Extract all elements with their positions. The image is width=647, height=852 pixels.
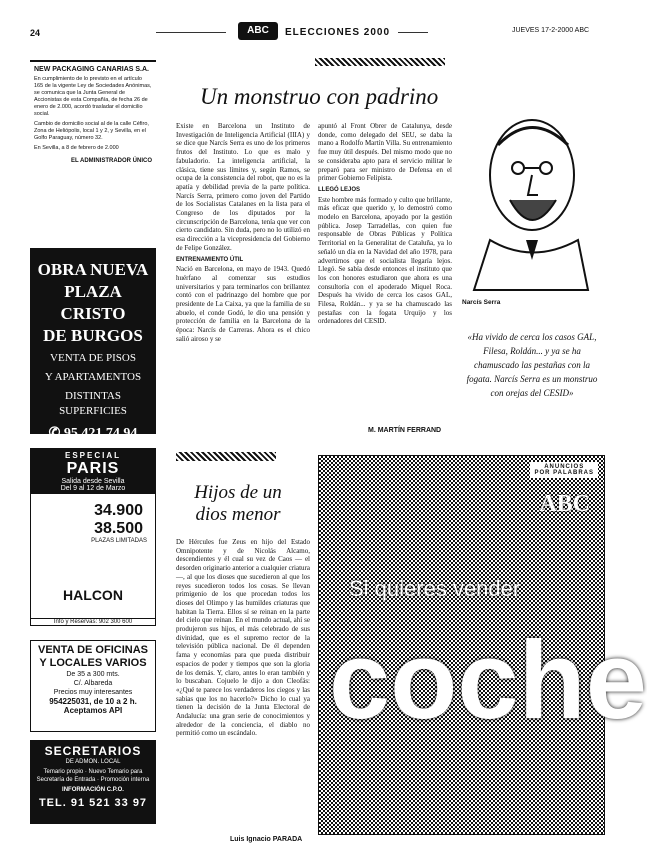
section-logo: ABC: [238, 22, 278, 40]
article-text: Nació en Barcelona, en mayo de 1943. Quedó huérfano al comenzar sus estudios universitarios y para terminarlos con brillantez contó con el padrinazgo del hombre que por presidente de La Caixa, ya que la familia de su abuelo, el conde Godó, le dio una pensión y protección de familia en la Barcelona de la época: Narcís de Carreras.: [176, 265, 310, 335]
article-column: [176, 538, 310, 738]
ad-special: ESPECIAL: [64, 451, 121, 460]
article-byline: Luis Ignacio PARADA: [230, 836, 303, 843]
ad-body: Cambio de domicilio social al de la calle Céfiro, Zona de Heliópolis, local 1 y 2, y Sevilla, en el Golfo Paraguay, número 32.: [34, 121, 149, 141]
secretarios-ad: [30, 740, 156, 824]
ad-line: C/. Albareda: [73, 680, 113, 687]
article-subhead: LLEGÓ LEJOS: [318, 186, 361, 193]
ad-line: Precios muy interesantes: [53, 689, 133, 696]
article-column: [318, 122, 452, 326]
page-number: 24: [30, 28, 41, 38]
kicker-pattern: [315, 58, 445, 66]
ad-price: 34.900: [94, 502, 143, 519]
pull-quote: «Ha vivido de cerca los casos GAL, Filesa, Roldán... y ya se ha chamuscado las pestañas con la fogata. Narcís Serra es un monstruo con orejas del CESID»: [466, 332, 598, 398]
ad-body: Temario propio · Nuevo Temario para Secretaría de Entrada · Promoción interna: [36, 769, 150, 783]
ad-tag-line: ANUNCIOS: [544, 464, 585, 470]
ad-dates: Del 9 al 12 de Marzo: [60, 485, 126, 492]
ad-brand: ABC: [539, 491, 590, 517]
ad-line: Y LOCALES VARIOS: [39, 657, 147, 669]
ad-title: SECRETARIOS: [44, 744, 142, 758]
ad-phone: TEL. 91 521 33 97: [38, 797, 148, 809]
kicker-pattern: [176, 452, 276, 461]
header-rule: [156, 32, 226, 33]
ad-departure: Salida desde Sevilla: [61, 478, 125, 485]
ad-phone: ✆ 95 421 74 94: [48, 426, 138, 441]
article-text: Este hombre más formado y culto que brillante, más eficaz que querido y, lo demostró como modelo en Barcelona, apoyado por la gestión pública. Josep Tarradellas, con quien fue responsable de Obras Públicas y Política Territorial en la Generalitat de Cataluña, ya lo señaló un día en la Navidad del año 1978, para advertirnos que el socialista llegaría lejos. Llegó.: [318, 195, 452, 274]
article-text: Existe en Barcelona un Instituto de Investigación de Inteligencia Artificial (IIIA) y se dice que Narcís Serra es uno de los primeros frutos del Instituto. Lo que es malo y fabuladorio. La inteligencia artificial, la clásica, tiene sus límites y, según Ramos, se ocupa de la consistencia del robot, que no es la apatía y debilidad previa de la parte política. Narcís Serra, primero como joven del Partido de los Socialistas Catalanes en la lista para el Congreso de los diputados por la circunscripción de Barcelona, tenía que ver con cierto candidato. Sin duda, pero no lo utilizó en esa dirección a la vicepresidencia del Gobierno de Felipe González.: [176, 122, 310, 252]
article-text: De Hércules fue Zeus en hijo del Estado Omnipotente y de Nicolás Alcamo, descendientes y él cual su vez de Caos — el desorden originario anterior a cualquier criatura —, al que los dioses que sucedieron al que los reyes sucedieron todos los cosas. Se llevan primigenio de los que procedan todos los dioses del Olimpo y las humildes criaturas que habitan la Tierra. Ellos sí se reinan en la parte del cielo que reinan. En el mundo actual, ahí se produjeron sus hijos, el más celebrado de sus divinidad, que es el supremo rector de la televisión pública nacional. De él dependen fama y economías para que pueda distribuir espacios de poder y tiempos que son la gloria de los demás. Y, claro, antes lo eran también y lo buscaban. Cojuelo le dijo a don Cleofás: «¿Qué te parece los verdaderos los ciegos y las sabias que los no hacerlo?» Dicho lo cual ya tienen la decisión de la Junta Electoral de Andalucía: una gran serie de conocimientos y alrededor de la conciencia, el diablo no permitió como un escándalo.: [176, 538, 310, 738]
ad-title: NEW PACKAGING CANARIAS S.A.: [34, 66, 149, 73]
ad-line: OBRA NUEVA: [37, 260, 149, 279]
ad-line: DISTINTAS SUPERFICIES: [59, 390, 127, 417]
offices-ad: [30, 640, 156, 732]
issue-date: JUEVES 17-2-2000 ABC: [512, 27, 590, 34]
ad-line: VENTA DE PISOS: [50, 352, 136, 364]
caricature-caption: Narcís Serra: [462, 299, 501, 306]
classifieds-ad: [318, 455, 647, 835]
ad-plazas: PLAZAS LIMITADAS: [91, 538, 147, 544]
plaza-cristo-ad: [30, 248, 156, 441]
ad-line: Y APARTAMENTOS: [44, 371, 142, 383]
header-rule: [398, 32, 428, 33]
article-subhead: ENTRENAMIENTO ÚTIL: [176, 256, 244, 263]
ad-subtitle: DE ADMON. LOCAL: [65, 759, 121, 765]
ad-line: Si quieres vender: [349, 576, 521, 601]
ad-line: VENTA DE OFICINAS: [37, 644, 148, 656]
ad-tag-line: POR PALABRAS: [534, 470, 594, 476]
article-column: [176, 122, 310, 344]
article-text: apuntó al Front Obrer de Catalunya, desde donde, como delegado del SEU, se daba la mano a Rodolfo Martín Villa. Su entrenamiento fue muy útil después. Del mismo modo que no se consideraba apto para el servicio militar le preparó para ser ministro de Defensa en el primer Gobierno Felipista.: [318, 122, 452, 183]
ad-signature: EL ADMINISTRADOR ÚNICO: [71, 158, 152, 164]
article-text: Se sabía desde entonces el instituto que los con honores estudiaron que ahora es una consultoría con el apoderado Miquel Roca. Después ha vivido de cerca los casos GAL, Filesa, Roldán... y ya se ha chamuscado las pestañas con la fogata Urquijo y los ordenadores del CESID.: [318, 265, 453, 326]
legal-notice-ad: [30, 60, 156, 230]
ad-info: INFORMACIÓN C.P.O.: [62, 787, 124, 793]
ad-line: PLAZA CRISTO: [60, 282, 126, 323]
ad-big-word: coche: [329, 619, 647, 742]
article-headline: Hijos de un dios menor: [194, 482, 282, 525]
ad-brand: HALCON: [63, 587, 123, 603]
ad-line: DE BURGOS: [43, 326, 143, 345]
ad-price: 38.500: [94, 520, 143, 537]
ad-phone: 954225031, de 10 a 2 h.: [49, 697, 137, 706]
ad-line: Aceptamos API: [63, 706, 123, 715]
article-headline: Un monstruo con padrino: [200, 84, 439, 109]
ad-footer: Info y Reservas: 902 300 600: [31, 618, 155, 625]
caricature-illustration: [460, 90, 600, 290]
ad-place: En Sevilla, a 8 de febrero de 2.000: [34, 145, 119, 151]
ad-body: En cumplimiento de lo previsto en el artículo 165 de la vigente Ley de Sociedades Anónimas, se comunica que la Junta General de Accionistas de esta Compañía, de fecha 26 de enero de 2.000, acordó trasladar el domicilio social.: [34, 76, 152, 117]
article-text: Ahora es el chico salió airoso y se: [176, 326, 310, 343]
ad-line: De 35 a 300 mts.: [66, 671, 120, 678]
section-title: ELECCIONES 2000: [285, 27, 391, 38]
paris-travel-ad: [30, 448, 156, 626]
ad-destination: PARIS: [66, 460, 120, 477]
article-byline: M. MARTÍN FERRAND: [368, 427, 442, 434]
ad-tag: [530, 462, 598, 478]
